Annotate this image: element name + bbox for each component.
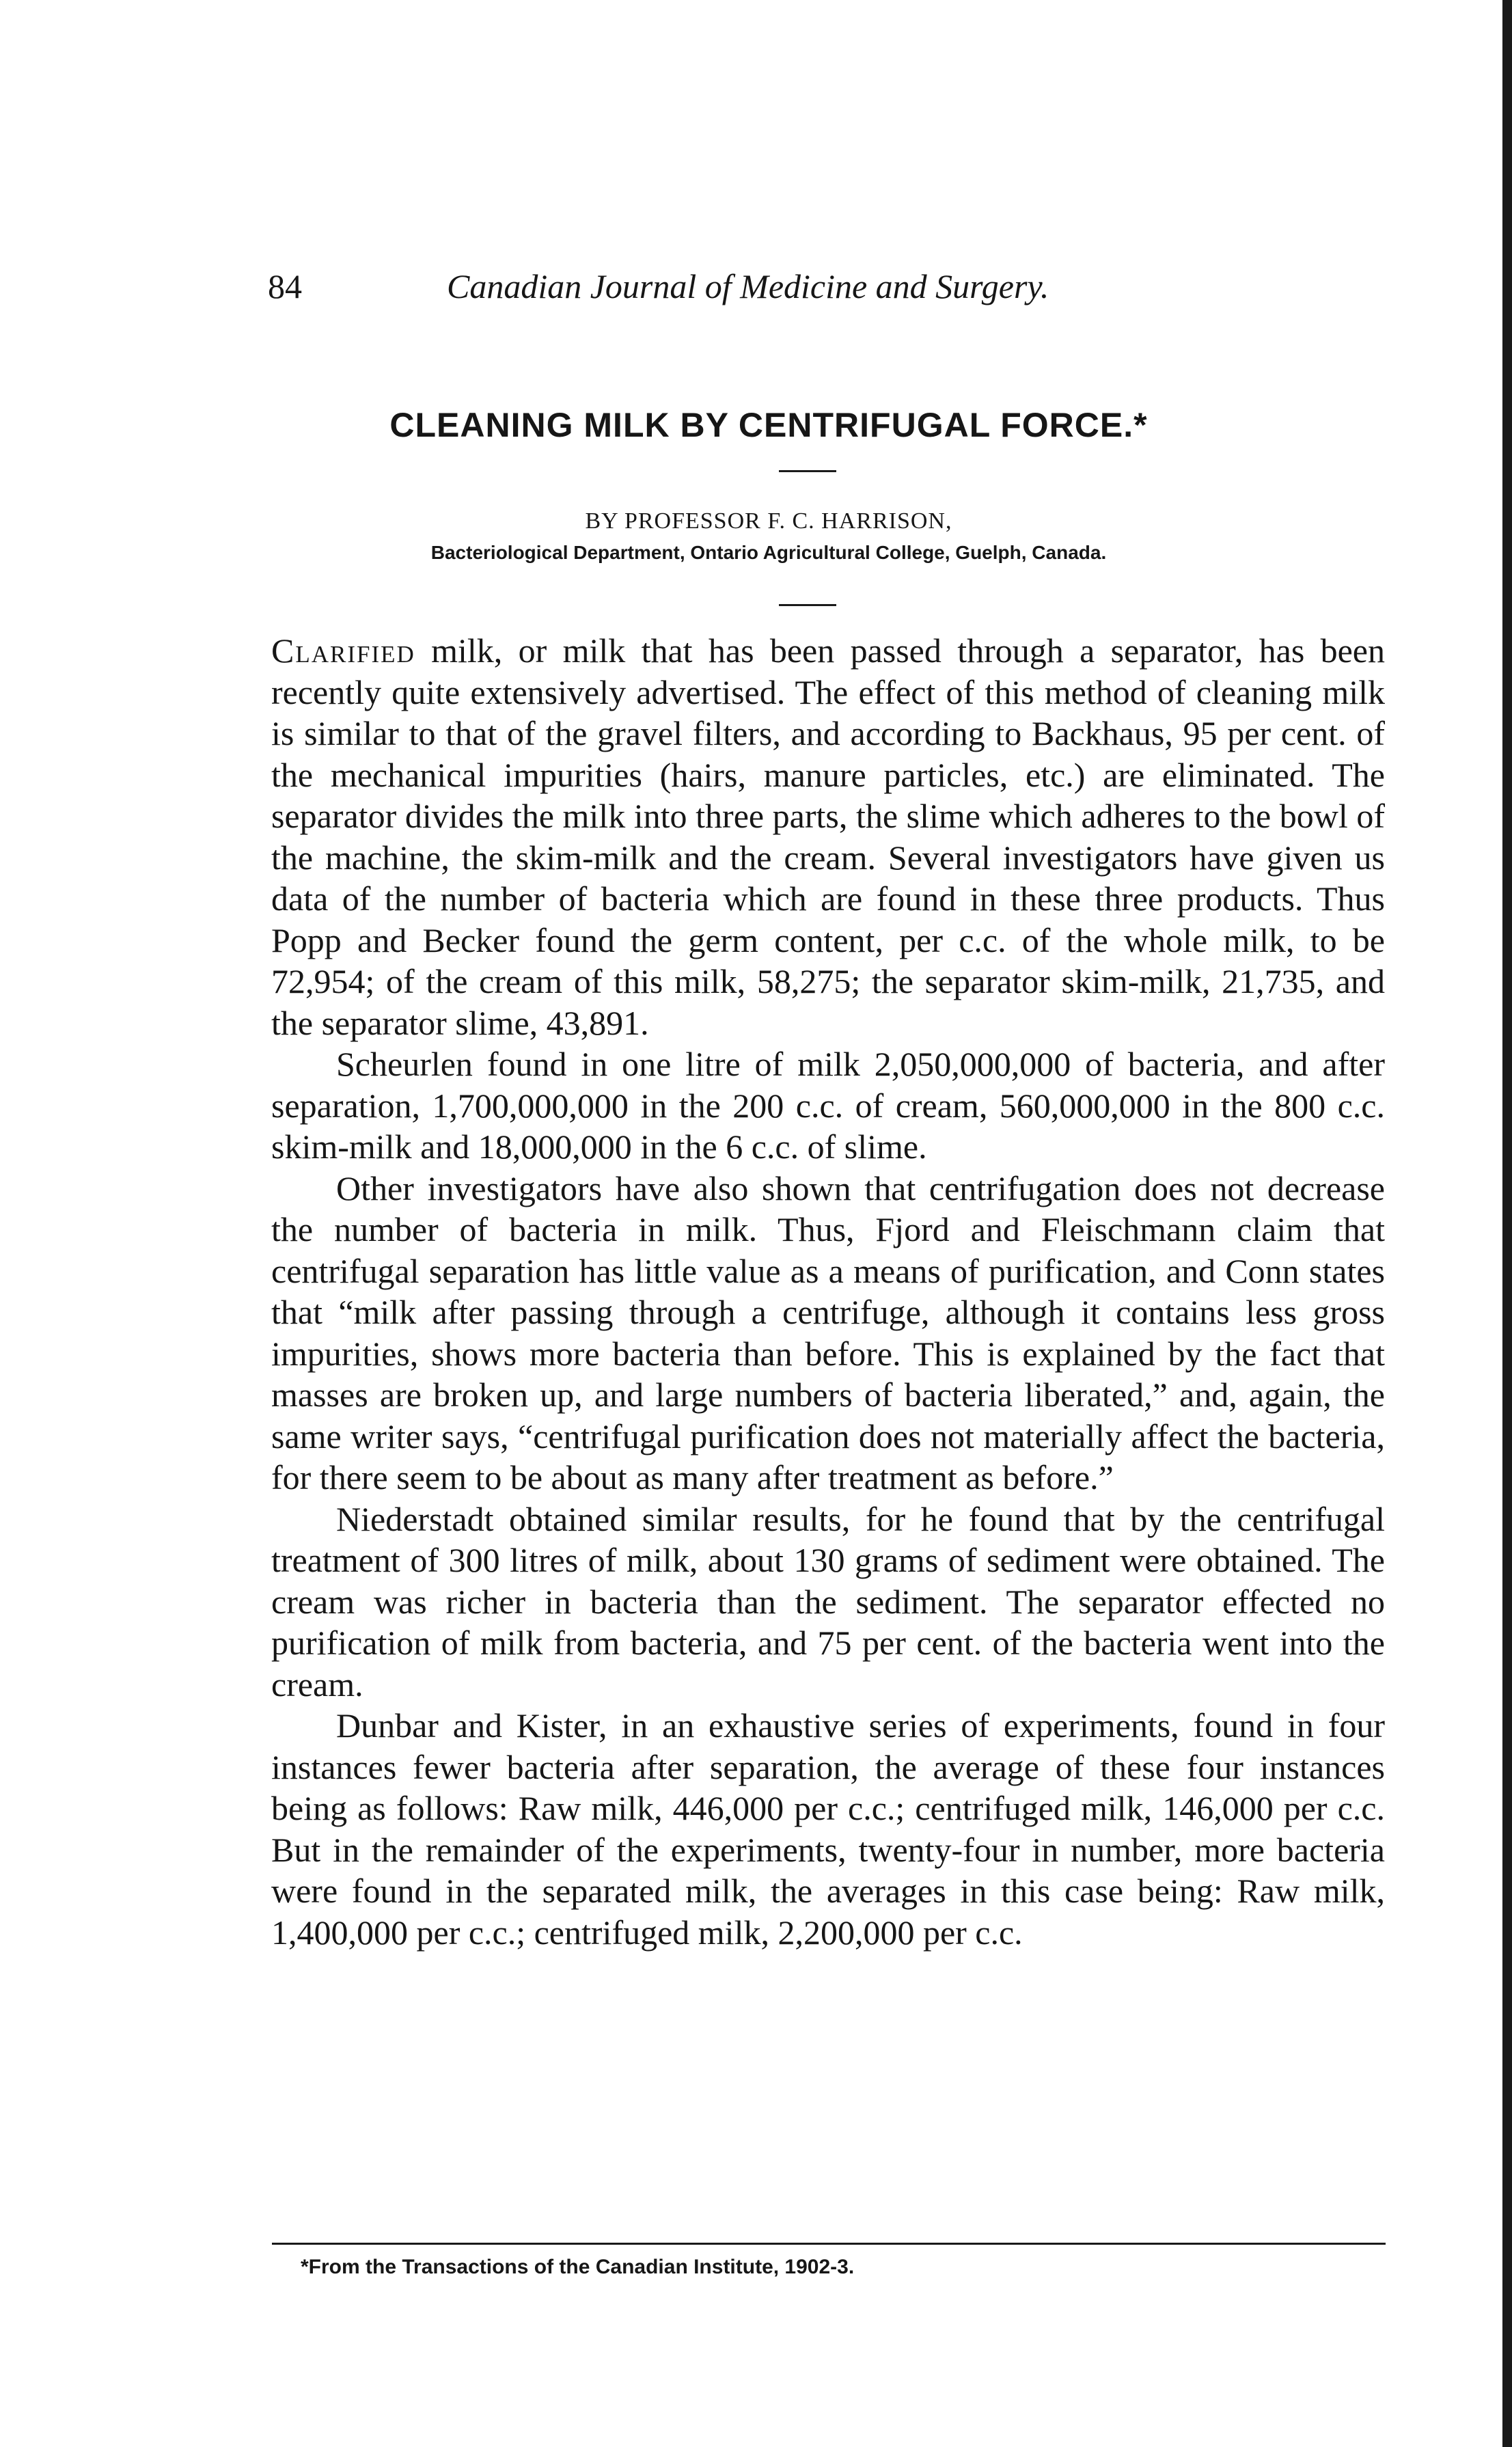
page-number: 84 xyxy=(268,267,302,305)
lead-word: Clarified xyxy=(271,631,415,670)
title-rule xyxy=(779,470,836,472)
paragraph-5: Dunbar and Kister, in an exhaustive series of experiments, found in four instances fewer bacteria after separation, the average of these four instances being as follows: Raw milk, 446,000 per c.c.; centrifuged milk, 146,000 per c.c. But in the remainder of the experiments, twenty-four in number, more bacteria were found in the separated milk, the averages in this case being: Raw milk, 1,400,000 per c.c.; centrifuged milk, 2,200,000 per c.c. xyxy=(271,1706,1385,1952)
author-affiliation: Bacteriological Department, Ontario Agricultural College, Guelph, Canada. xyxy=(430,542,1107,563)
page-edge-shadow xyxy=(1502,0,1512,2447)
footnote-rule xyxy=(272,2243,1386,2245)
byline-rule xyxy=(779,604,836,606)
article-title: CLEANING MILK BY CENTRIFUGAL FORCE.* xyxy=(389,406,1148,444)
journal-title: Canadian Journal of Medicine and Surgery. xyxy=(447,267,1049,305)
paragraph-2: Scheurlen found in one litre of milk 2,050,000,000 of bacteria, and after separation, 1,700,000,000 in the 200 c.c. of cream, 560,000,000 in the 800 c.c. skim-milk and 18,000,000 in the 6 c.c. of slime. xyxy=(271,1045,1385,1166)
paragraph-1-text: milk, or milk that has been passed through a separator, has been recently quite extensively advertised. The effect of this method of cleaning milk is similar to that of the gravel filters, and according to Backhaus, 95 per cent. of the mechanical impurities (hairs, manure particles, etc.) are eliminated. The separator divides the milk into three parts, the slime which adheres to the bowl of the machine, the skim-milk and the cream. Several investigators have given us data of the number of bacteria which are found in these three products. Thus Popp and Becker found the germ content, per c.c. of the whole milk, to be 72,954; of the cream of this milk, 58,275; the separator skim-milk, 21,735, and the separator slime, 43,891. xyxy=(271,631,1385,1042)
paragraph-3: Other investigators have also shown that centrifugation does not decrease the number of bacteria in milk. Thus, Fjord and Fleischmann claim that centrifugal separation has little value as a means of purification, and Conn states that “milk after passing through a centrifuge, although it contains less gross impurities, shows more bacteria than before. This is explained by the fact that masses are broken up, and large numbers of bacteria liberated,” and, again, the same writer says, “centrifugal purification does not materially affect the bacteria, for there seem to be about as many after treatment as before.” xyxy=(271,1168,1385,1496)
running-header xyxy=(268,262,1293,310)
paragraph-4: Niederstadt obtained similar results, for he found that by the centrifugal treatment of 300 litres of milk, about 130 grams of sediment were obtained. The cream was richer in bacteria than the sediment. The separator effected no purification of milk from bacteria, and 75 per cent. of the bacteria went into the cream. xyxy=(271,1499,1385,1704)
footnote: *From the Transactions of the Canadian Institute, 1902-3. xyxy=(301,2256,855,2278)
paragraph-1 xyxy=(271,630,1385,1043)
article-body xyxy=(271,630,1385,1953)
author-byline: BY PROFESSOR F. C. HARRISON, xyxy=(585,508,952,534)
